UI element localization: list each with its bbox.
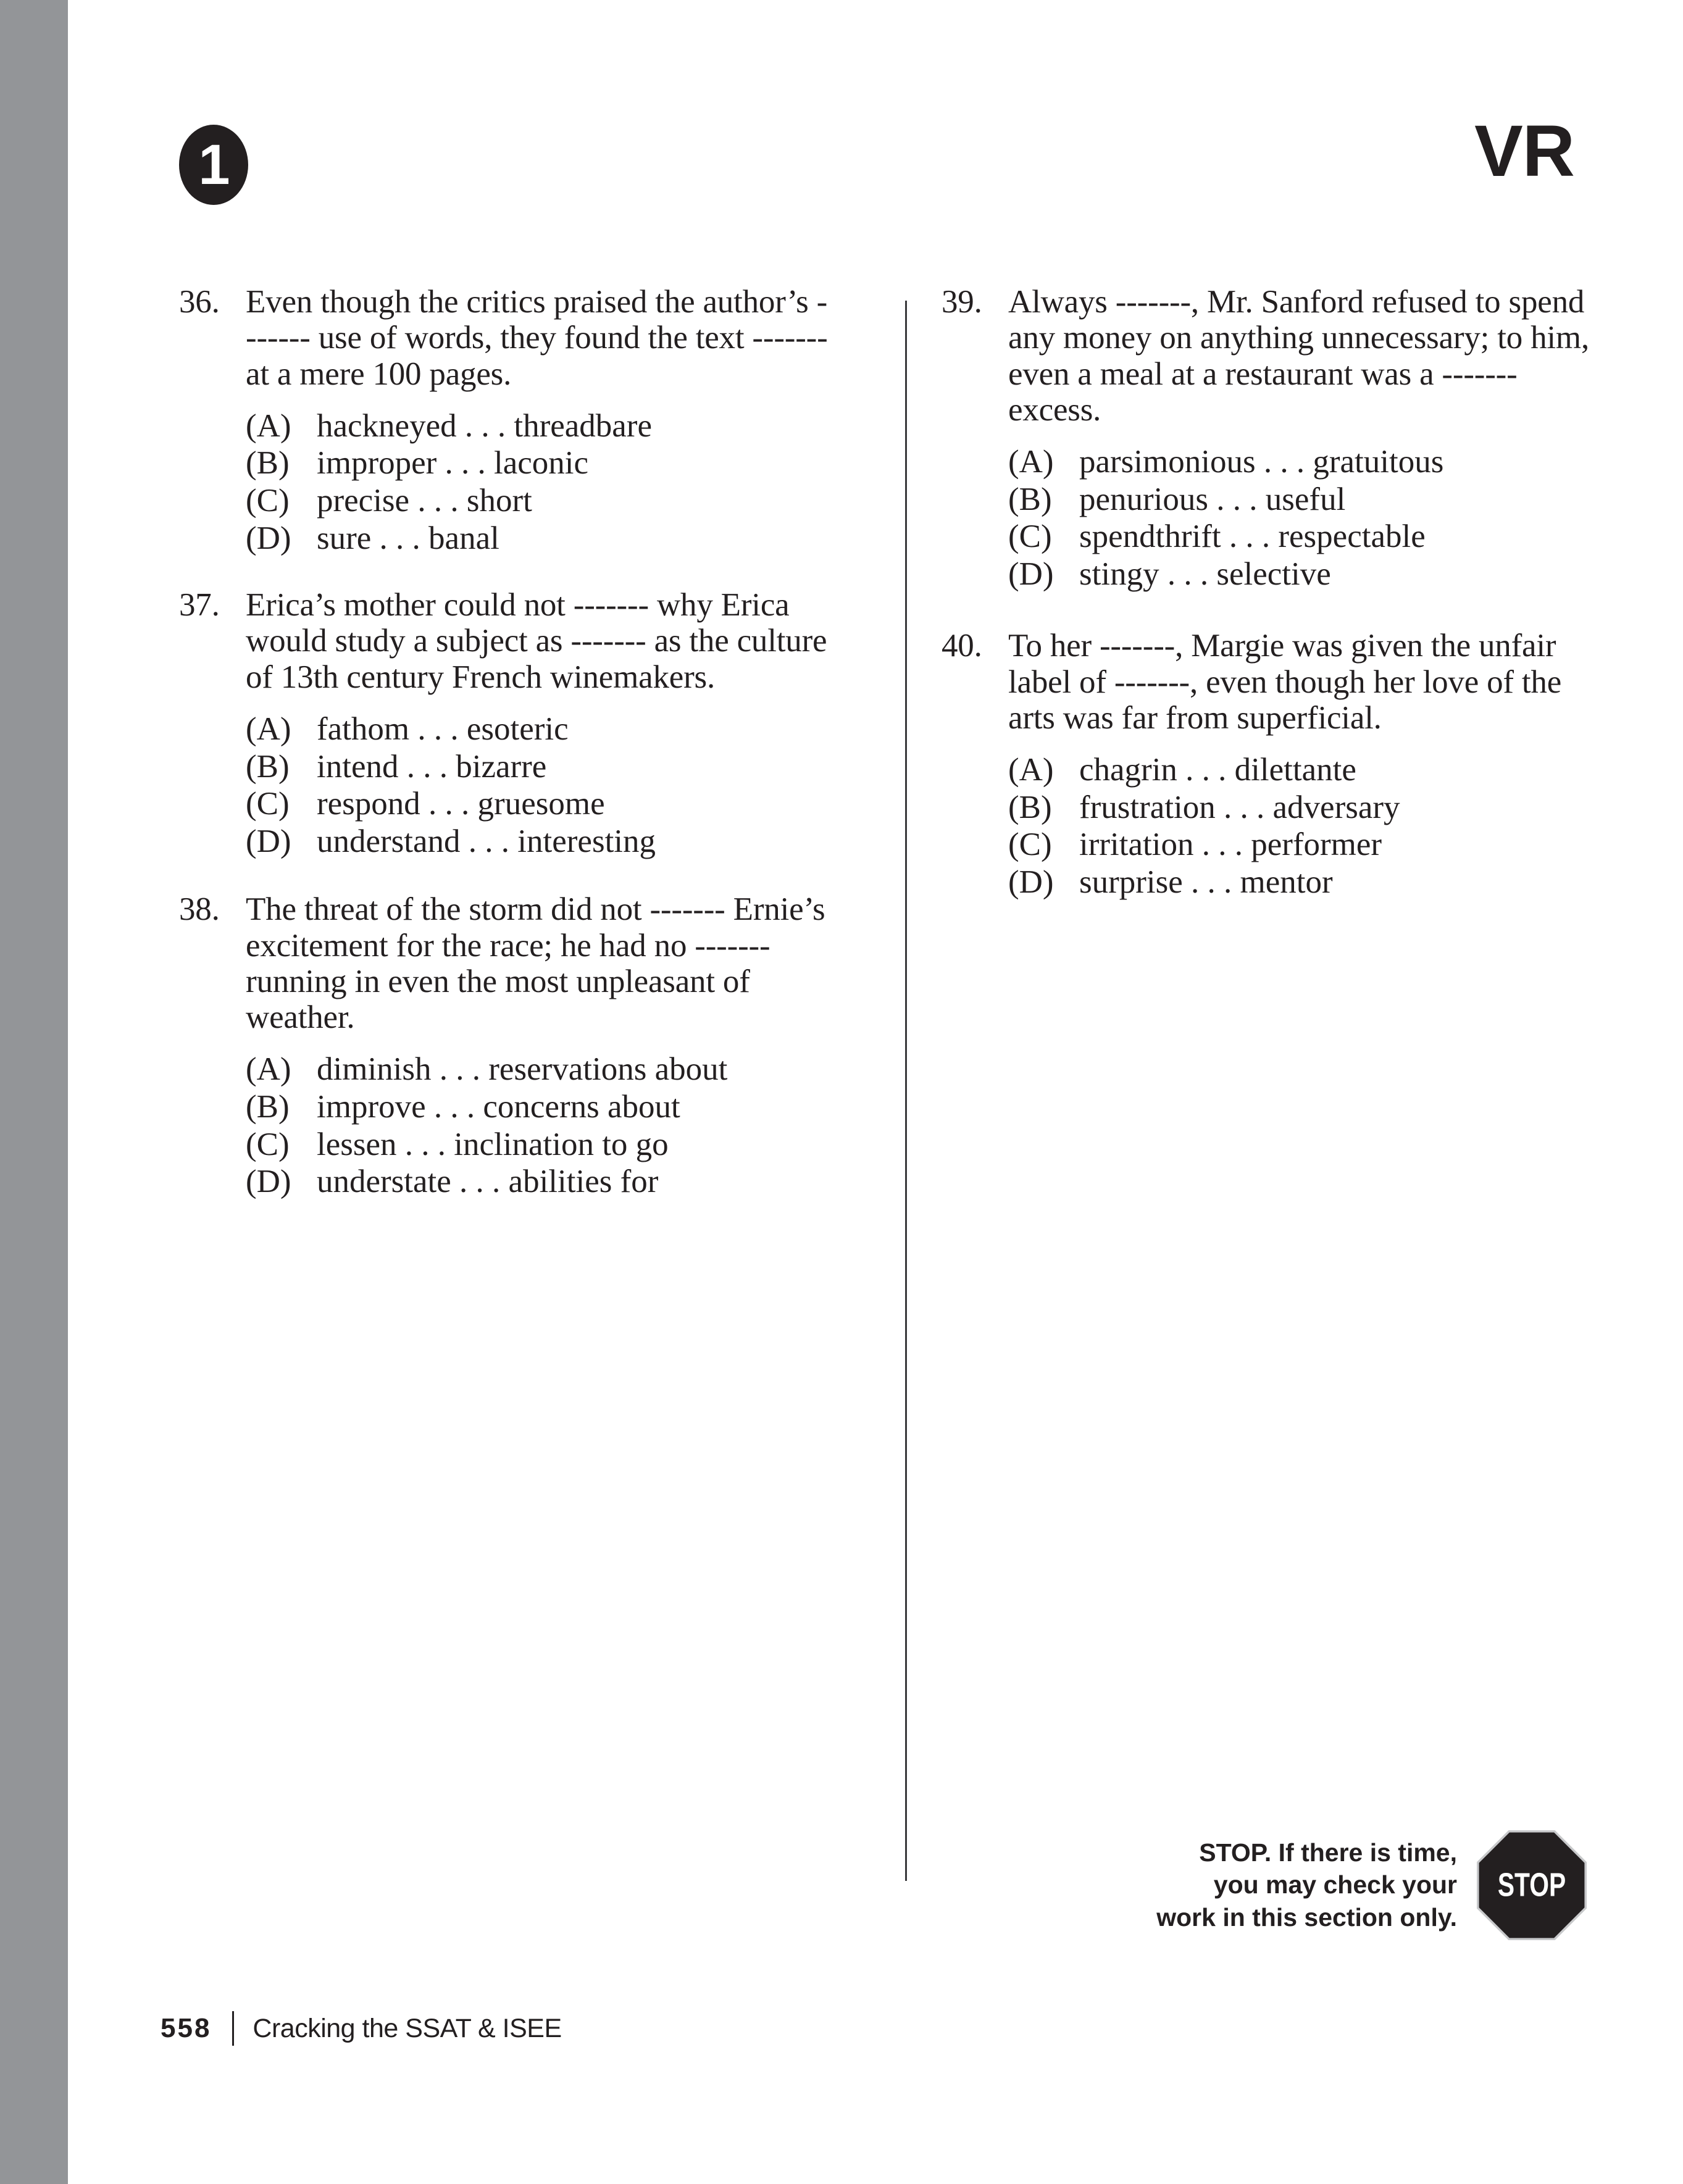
choice-38-d-letter: (D) [246,1164,291,1200]
choice-40-d-text: surprise . . . mentor [1079,864,1333,901]
choice-38-c-text: lessen . . . inclination to go [317,1126,669,1162]
stop-notice-line-2: you may check your [1213,1870,1457,1899]
choice-36-d-letter: (D) [246,520,291,556]
question-37 [179,587,833,859]
choice-39-b[interactable] [1008,481,1596,518]
right-column [942,284,1596,928]
stop-notice-line-3: work in this section only. [1156,1903,1457,1932]
choice-38-b-text: improve . . . concerns about [317,1089,680,1125]
choice-40-c-letter: (C) [1008,827,1052,863]
footer-book-title: Cracking the SSAT & ISEE [253,2013,562,2043]
question-40-number: 40. [942,628,982,664]
question-38-number: 38. [179,891,220,928]
question-37-choices [179,711,833,859]
choice-39-c-text: spendthrift . . . respectable [1079,519,1426,555]
choice-38-a-letter: (A) [246,1051,291,1088]
choice-38-a[interactable] [246,1051,833,1088]
choice-38-d-text: understate . . . abilities for [317,1164,659,1200]
page-header [179,111,1574,216]
question-40 [942,628,1596,900]
choice-36-c-text: precise . . . short [317,483,532,519]
left-column [179,284,833,1227]
choice-37-a-text: fathom . . . esoteric [317,711,569,748]
question-36-text: Even though the critics praised the author’s ------- use of words, they found the text ------- at a mere 100 pages. [246,284,828,392]
choice-37-a[interactable] [246,711,833,748]
question-40-text: To her -------, Margie was given the unfair label of -------, even though her love of the arts was far from superficial. [1008,628,1562,736]
choice-39-b-letter: (B) [1008,481,1052,517]
choice-39-d[interactable] [1008,556,1596,593]
choice-40-c[interactable] [1008,827,1596,863]
stop-sign-icon [1477,1830,1587,1940]
choice-36-a-text: hackneyed . . . threadbare [317,407,652,444]
choice-38-b-letter: (B) [246,1089,290,1125]
question-40-stem [942,628,1596,736]
choice-40-d[interactable] [1008,864,1596,901]
question-38-text: The threat of the storm did not ------- Ernie’s excitement for the race; he had no ------- running in even the most unpleasant of weather. [246,891,825,1036]
column-divider [905,301,907,1881]
choice-40-b[interactable] [1008,790,1596,826]
question-39-number: 39. [942,284,982,320]
choice-37-d-text: understand . . . interesting [317,823,656,859]
question-39-choices [942,444,1596,592]
choice-37-b-text: intend . . . bizarre [317,748,547,785]
choice-37-a-letter: (A) [246,711,291,748]
choice-40-b-text: frustration . . . adversary [1079,789,1400,825]
choice-39-b-text: penurious . . . useful [1079,481,1346,517]
choice-37-c-text: respond . . . gruesome [317,786,605,822]
choice-37-b[interactable] [246,749,833,785]
choice-40-a[interactable] [1008,752,1596,788]
choice-36-b-letter: (B) [246,445,290,481]
question-columns [68,284,1683,1901]
stop-sign-label: STOP [1497,1867,1566,1904]
choice-36-c-letter: (C) [246,483,290,519]
stop-notice-text [1111,1836,1457,1933]
choice-40-c-text: irritation . . . performer [1079,827,1382,863]
question-36 [179,284,833,556]
choice-38-c[interactable] [246,1127,833,1163]
question-37-text: Erica’s mother could not ------- why Erica would study a subject as ------- as the culture of 13th century French winemakers. [246,587,827,695]
choice-37-c-letter: (C) [246,786,290,822]
question-39 [942,284,1596,592]
left-gray-spine [0,0,68,2184]
choice-36-b[interactable] [246,445,833,481]
section-number-badge: 1 [179,125,248,205]
choice-40-a-text: chagrin . . . dilettante [1079,752,1356,788]
question-37-stem [179,587,833,695]
choice-37-b-letter: (B) [246,748,290,785]
choice-39-a-letter: (A) [1008,444,1054,480]
question-38-choices [179,1051,833,1199]
question-39-text: Always -------, Mr. Sanford refused to spend any money on anything unnecessary; to him, even a meal at a restaurant was a ------- excess. [1008,284,1589,428]
page-content [68,0,1683,2184]
choice-40-d-letter: (D) [1008,864,1054,901]
question-37-number: 37. [179,587,220,623]
choice-36-a-letter: (A) [246,407,291,444]
question-40-choices [942,752,1596,900]
section-code-label: VR [1474,110,1574,192]
question-38-stem [179,891,833,1035]
choice-39-d-letter: (D) [1008,556,1054,592]
question-36-choices [179,408,833,556]
choice-37-c[interactable] [246,786,833,822]
question-36-stem [179,284,833,392]
choice-36-a[interactable] [246,408,833,444]
choice-38-d[interactable] [246,1164,833,1200]
choice-38-b[interactable] [246,1089,833,1125]
choice-39-a[interactable] [1008,444,1596,480]
question-36-number: 36. [179,284,220,320]
choice-40-a-letter: (A) [1008,752,1054,788]
page-footer [161,2009,562,2048]
choice-36-b-text: improper . . . laconic [317,445,589,481]
choice-37-d-letter: (D) [246,823,291,859]
choice-36-d[interactable] [246,520,833,557]
footer-page-number: 558 [161,2013,212,2043]
choice-38-a-text: diminish . . . reservations about [317,1051,728,1088]
choice-39-c-letter: (C) [1008,519,1052,555]
choice-39-c[interactable] [1008,519,1596,555]
stop-notice [1037,1830,1587,1948]
choice-37-d[interactable] [246,823,833,860]
choice-36-d-text: sure . . . banal [317,520,499,556]
choice-39-d-text: stingy . . . selective [1079,556,1331,592]
choice-40-b-letter: (B) [1008,789,1052,825]
question-39-stem [942,284,1596,428]
question-38 [179,891,833,1199]
choice-38-c-letter: (C) [246,1126,290,1162]
choice-39-a-text: parsimonious . . . gratuitous [1079,444,1444,480]
choice-36-c[interactable] [246,483,833,519]
stop-notice-line-1: STOP. If there is time, [1199,1838,1457,1867]
footer-divider [232,2011,234,2046]
